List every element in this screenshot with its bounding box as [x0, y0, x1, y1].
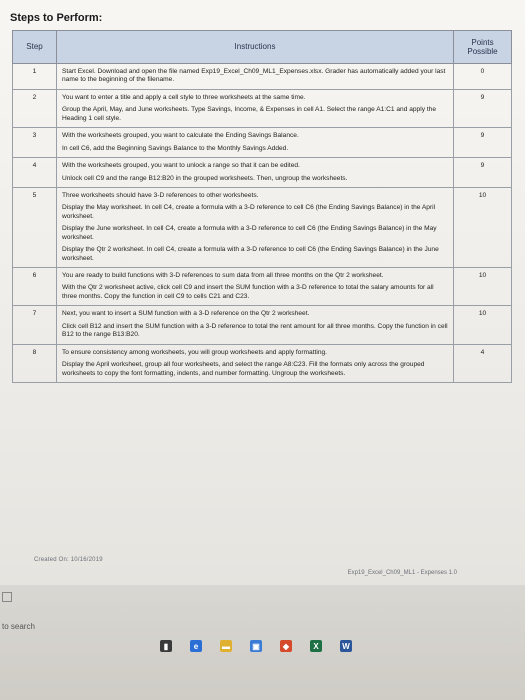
- store-icon[interactable]: ▣: [250, 640, 262, 652]
- step-instructions: [57, 306, 454, 344]
- header-instructions: Instructions: [57, 31, 454, 64]
- points-value: 9: [454, 158, 512, 188]
- instruction-line: To ensure consistency among worksheets, you will group worksheets and apply formatting.: [62, 348, 327, 356]
- points-value: 9: [454, 128, 512, 158]
- word-icon[interactable]: W: [340, 640, 352, 652]
- step-instructions: [57, 128, 454, 158]
- table-row: [13, 268, 512, 306]
- points-value: 4: [454, 344, 512, 382]
- instruction-line: You are ready to build functions with 3-D references to sum data from all three months on the Qtr 2 worksheet.: [62, 272, 384, 279]
- page-heading: Steps to Perform:: [10, 12, 103, 24]
- step-number: 3: [13, 128, 57, 158]
- points-value: 0: [454, 64, 512, 90]
- steps-table: [12, 30, 512, 383]
- step-instructions: [57, 158, 454, 188]
- task-view-icon[interactable]: ▮: [160, 640, 172, 652]
- table-row: [13, 158, 512, 188]
- step-number: 5: [13, 187, 57, 267]
- table-row: [13, 64, 512, 90]
- instruction-line: Display the April worksheet, group all four worksheets, and select the range A8:C23. Fill the formats only across the grouped worksheets to copy the font formatting, indents, and number formatting. Ungroup the worksheets.: [62, 361, 425, 377]
- excel-icon[interactable]: X: [310, 640, 322, 652]
- instruction-line: Unlock cell C9 and the range B12:B20 in the grouped worksheets. Then, ungroup the worksheets.: [62, 174, 348, 182]
- instruction-line: Display the June worksheet. In cell C4, create a formula with a 3-D reference to cell C6 (the Ending Savings Balance) in the May worksheet.: [62, 225, 437, 241]
- table-row: [13, 344, 512, 382]
- table-row: [13, 306, 512, 344]
- instruction-line: Three worksheets should have 3-D references to other worksheets.: [62, 191, 259, 199]
- table-row: [13, 187, 512, 267]
- points-value: 10: [454, 268, 512, 306]
- taskbar-search[interactable]: to search: [2, 622, 35, 631]
- instruction-line: Click cell B12 and insert the SUM function with a 3-D reference to total the rent amount for all three months. Copy the function in cell B12 to the range B13:B20.: [62, 322, 448, 339]
- window-icon: [2, 592, 12, 602]
- created-on-label: Created On: 10/16/2019: [34, 557, 103, 563]
- header-step: Step: [13, 31, 57, 64]
- edge-icon[interactable]: e: [190, 640, 202, 652]
- instruction-line: Next, you want to insert a SUM function with a 3-D reference on the Qtr 2 worksheet.: [62, 310, 310, 318]
- file-explorer-icon[interactable]: ▬: [222, 641, 230, 651]
- instruction-line: In cell C6, add the Beginning Savings Balance to the Monthly Savings Added.: [62, 144, 289, 152]
- table-row: [13, 89, 512, 127]
- instruction-line: With the Qtr 2 worksheet active, click cell C9 and insert the SUM function with a 3-D reference to total the salary amounts for all three months. Copy the function in cell C9 to cells C21 and C23.: [62, 284, 434, 300]
- points-value: 10: [454, 187, 512, 267]
- step-number: 7: [13, 306, 57, 344]
- step-number: 6: [13, 268, 57, 306]
- table-header-row: [13, 31, 512, 64]
- file-version-label: Exp19_Excel_Ch09_ML1 - Expenses 1.0: [347, 570, 457, 576]
- instruction-line: Start Excel. Download and open the file named Exp19_Excel_Ch09_ML1_Expenses.xlsx. Grader has automatically added your last name to the beginning of the filename.: [62, 68, 446, 84]
- table-row: [13, 128, 512, 158]
- step-number: 8: [13, 344, 57, 382]
- instruction-line: Display the May worksheet. In cell C4, create a formula with a 3-D reference to cell C6 (the Ending Savings Balance) in the April worksheet.: [62, 204, 436, 220]
- step-number: 4: [13, 158, 57, 188]
- instruction-line: With the worksheets grouped, you want to unlock a range so that it can be edited.: [62, 162, 300, 170]
- instruction-line: With the worksheets grouped, you want to calculate the Ending Savings Balance.: [62, 132, 299, 140]
- step-instructions: [57, 187, 454, 267]
- points-value: 9: [454, 89, 512, 127]
- header-points-line2: Possible: [467, 47, 498, 56]
- step-number: 2: [13, 89, 57, 127]
- instruction-line: Display the Qtr 2 worksheet. In cell C4, create a formula with a 3-D reference to cell C6 (the Ending Savings Balance) in the June worksheet.: [62, 246, 439, 262]
- header-points: [454, 31, 512, 64]
- instruction-line: Group the April, May, and June worksheets. Type Savings, Income, & Expenses in cell A1. Select the range A1:C1 and apply the Heading 1 cell style.: [62, 106, 436, 122]
- step-instructions: [57, 64, 454, 90]
- points-value: 10: [454, 306, 512, 344]
- step-instructions: [57, 268, 454, 306]
- step-instructions: [57, 344, 454, 382]
- step-instructions: [57, 89, 454, 127]
- step-number: 1: [13, 64, 57, 90]
- header-points-line1: Points: [471, 37, 494, 47]
- office-icon[interactable]: ◆: [280, 640, 292, 652]
- taskbar-icons: [160, 640, 352, 652]
- instruction-line: You want to enter a title and apply a cell style to three worksheets at the same time.: [62, 93, 306, 101]
